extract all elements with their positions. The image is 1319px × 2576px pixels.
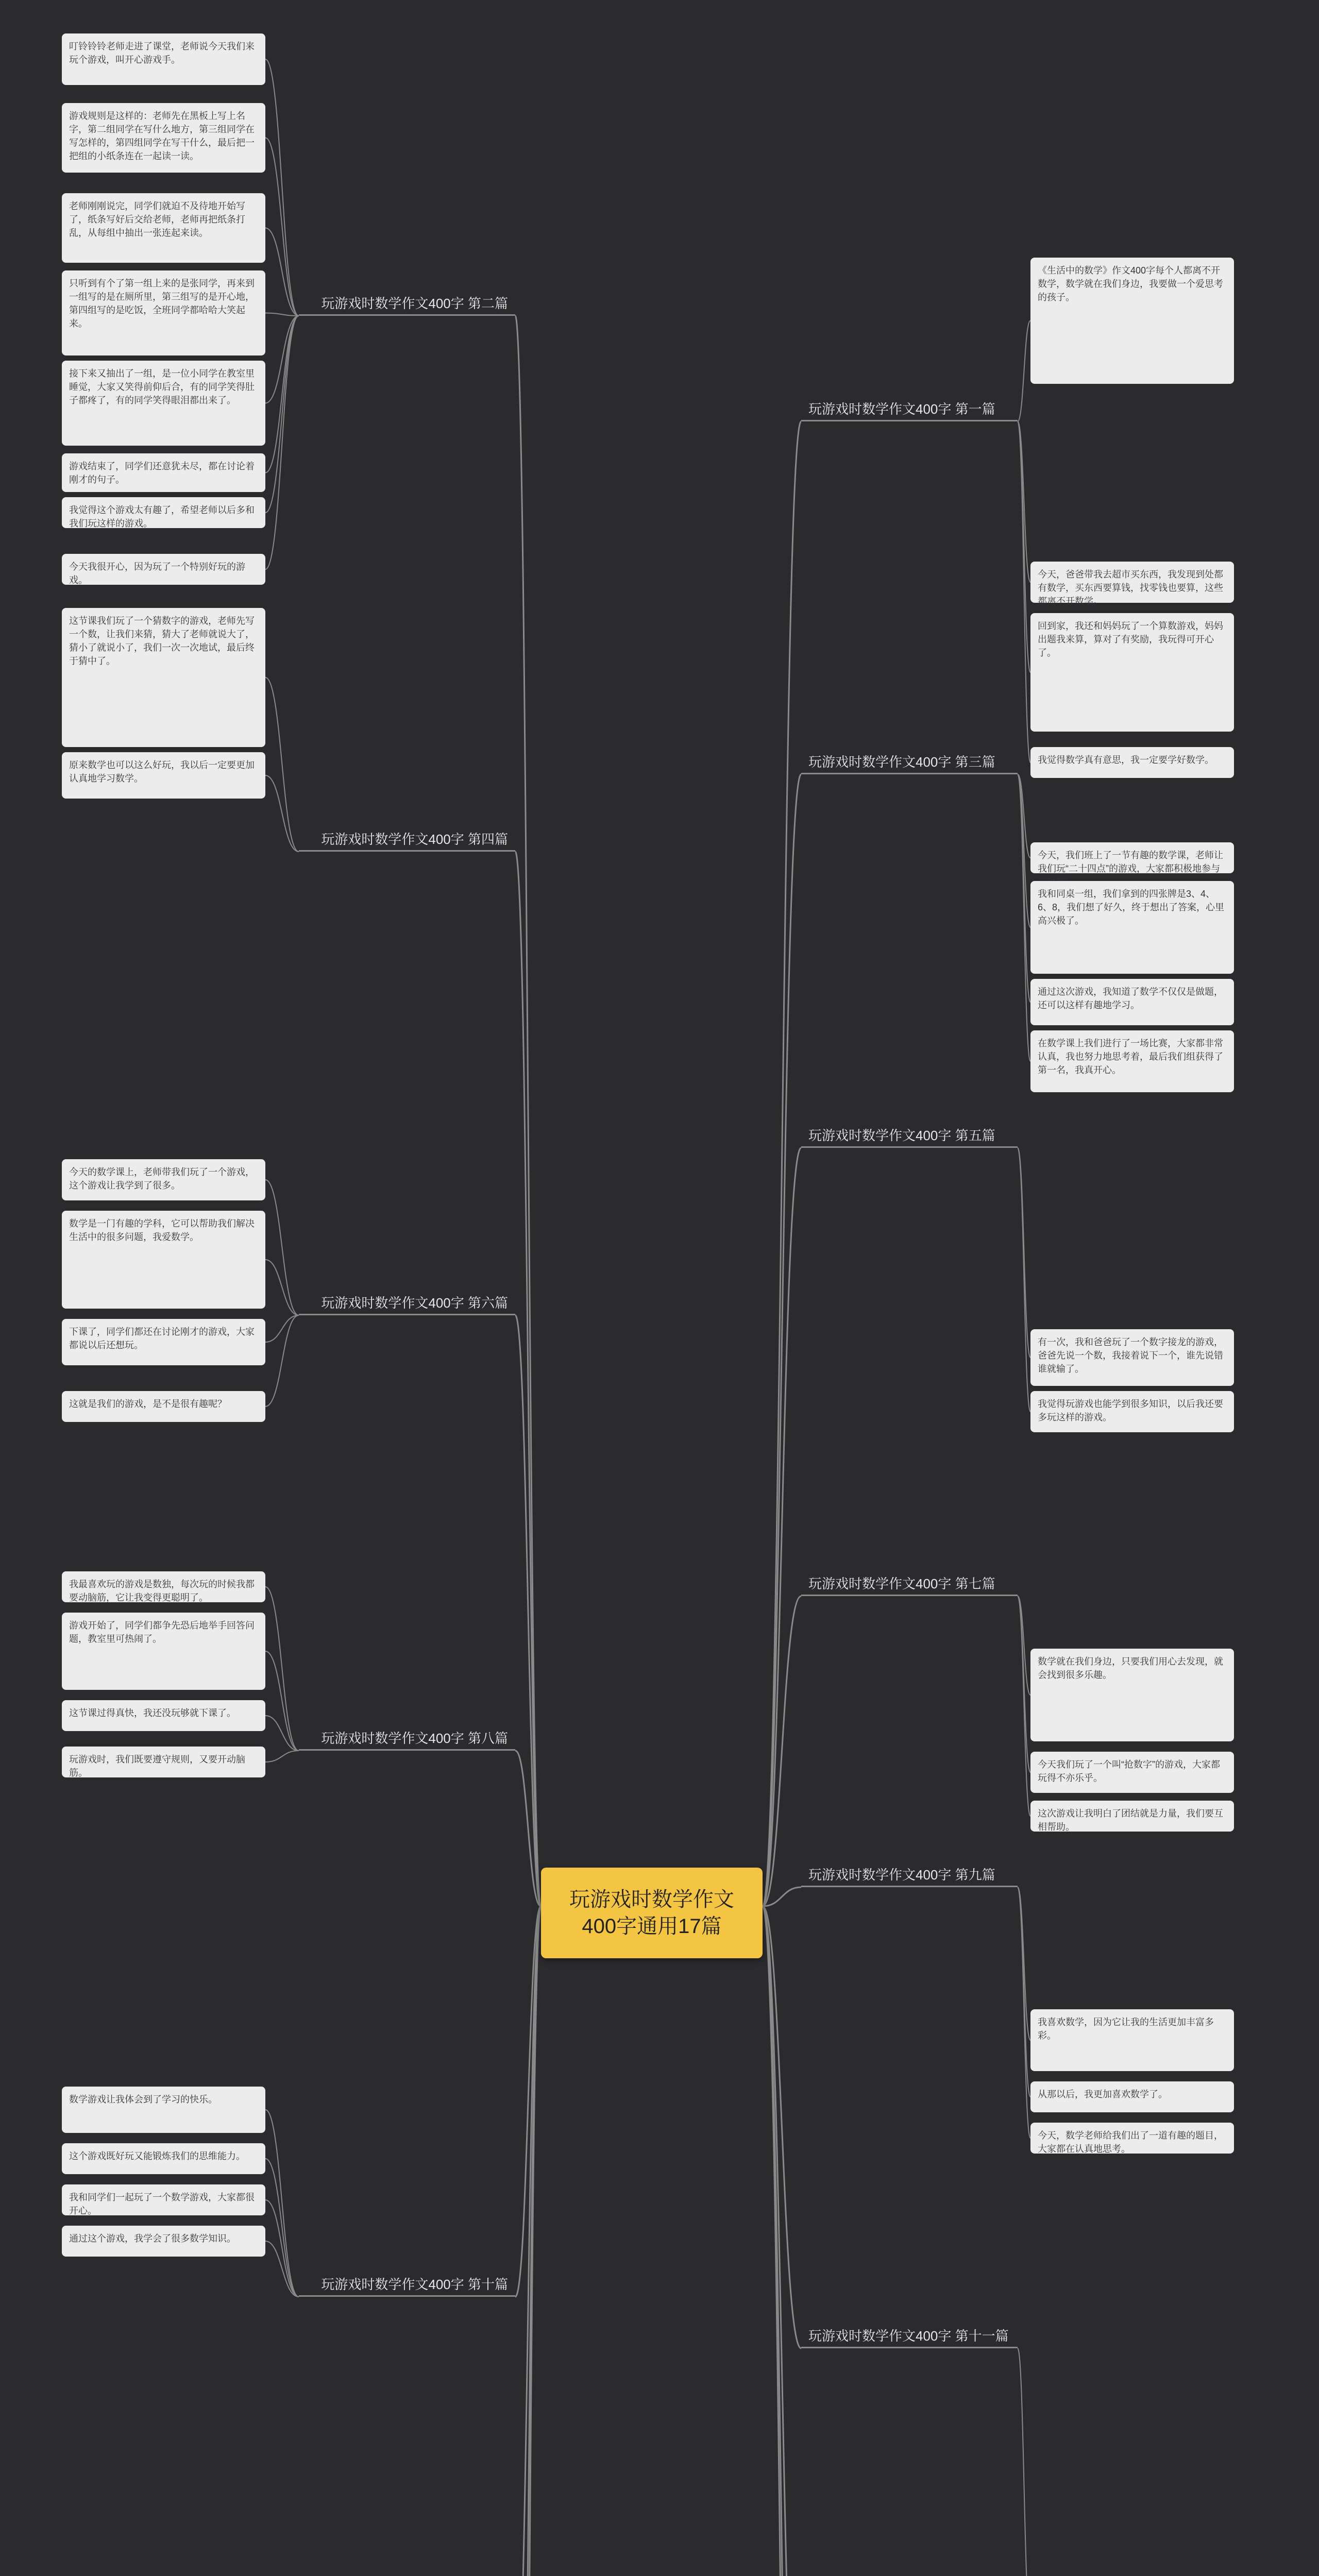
connector-line: [265, 775, 299, 852]
leaf-note[interactable]: [1030, 979, 1234, 1025]
leaf-note[interactable]: [62, 1319, 265, 1365]
connector-line: [1018, 1596, 1030, 1695]
connector-line: [265, 1587, 299, 1751]
leaf-note[interactable]: [62, 2226, 265, 2257]
leaf-note-text: 游戏结束了，同学们还意犹未尽，都在讨论着刚才的句子。: [69, 461, 255, 485]
connector-line: [1018, 421, 1030, 672]
connector-line: [1018, 774, 1030, 858]
leaf-note-text: 我觉得数学真有意思，我一定要学好数学。: [1038, 755, 1214, 765]
branch-topic-3[interactable]: 玩游戏时数学作文400字 第三篇: [801, 750, 1018, 774]
leaf-note-text: 玩游戏时，我们既要遵守规则，又要开动脑筋。: [69, 1754, 245, 1778]
branch-topic-4[interactable]: 玩游戏时数学作文400字 第四篇: [299, 827, 515, 852]
branch-topic-5[interactable]: 玩游戏时数学作文400字 第五篇: [801, 1123, 1018, 1148]
connector-line: [515, 1906, 541, 2576]
connector-line: [1018, 1887, 1030, 2040]
connector-line: [515, 1906, 541, 2297]
leaf-note[interactable]: [62, 1571, 265, 1602]
leaf-note[interactable]: [62, 103, 265, 173]
leaf-note-text: 今天，爸爸带我去超市买东西，我发现到处都有数学，买东西要算钱，找零钱也要算，这些都离不开数学。: [1038, 569, 1223, 606]
leaf-note-text: 这就是我们的游戏，是不是很有趣呢？: [69, 1399, 227, 1409]
connector-line: [1018, 421, 1030, 762]
leaf-note[interactable]: [1030, 1391, 1234, 1432]
leaf-note-text: 这次游戏让我明白了团结就是力量，我们要互相帮助。: [1038, 1808, 1223, 1832]
connector-line: [1018, 1148, 1030, 1358]
leaf-note-text: 数学就在我们身边，只要我们用心去发现，就会找到很多乐趣。: [1038, 1656, 1223, 1680]
leaf-note-text: 游戏规则是这样的：老师先在黑板上写上名字，第二组同学在写什么地方，第三组同学在写怎样的，第四组同学在写干什么，最后把一把组的小纸条连在一起读一读。: [69, 111, 255, 161]
connector-line: [265, 138, 299, 316]
branch-topic-6[interactable]: 玩游戏时数学作文400字 第六篇: [299, 1291, 515, 1315]
connector-line: [515, 1906, 541, 2576]
branch-topic-1[interactable]: 玩游戏时数学作文400字 第一篇: [801, 397, 1018, 421]
connector-line: [1018, 1596, 1030, 1772]
leaf-note[interactable]: [1030, 1649, 1234, 1741]
leaf-note-text: 通过这次游戏，我知道了数学不仅仅是做题，还可以这样有趣地学习。: [1038, 987, 1223, 1010]
connector-line: [265, 316, 299, 569]
leaf-note-text: 在数学课上我们进行了一场比赛，大家都非常认真，我也努力地思考着，最后我们组获得了第一名，我真开心。: [1038, 1038, 1223, 1075]
leaf-note-text: 数学是一门有趣的学科，它可以帮助我们解决生活中的很多问题，我爱数学。: [69, 1218, 255, 1242]
leaf-note-text: 回到家，我还和妈妈玩了一个算数游戏，妈妈出题我来算，算对了有奖励，我玩得可开心了。: [1038, 621, 1223, 658]
connector-line: [265, 1180, 299, 1315]
leaf-note-text: 今天的数学课上，老师带我们玩了一个游戏，这个游戏让我学到了很多。: [69, 1167, 255, 1191]
connector-line: [1018, 321, 1030, 422]
central-topic-label: 玩游戏时数学作文400字通用17篇: [569, 1888, 734, 1938]
leaf-note-text: 有一次，我和爸爸玩了一个数字接龙的游戏，爸爸先说一个数，我接着说下一个，谁先说错谁就输了。: [1038, 1337, 1223, 1374]
connector-line: [265, 316, 299, 513]
leaf-note[interactable]: [62, 453, 265, 492]
connector-line: [515, 1315, 541, 1906]
leaf-note-text: 通过这个游戏，我学会了很多数学知识。: [69, 2233, 236, 2244]
leaf-note[interactable]: [62, 554, 265, 585]
leaf-note-text: 这节课过得真快，我还没玩够就下课了。: [69, 1708, 236, 1718]
connector-line: [763, 774, 801, 1906]
leaf-note[interactable]: [62, 2087, 265, 2133]
connector-line: [763, 1906, 801, 2576]
connector-line: [763, 1906, 801, 2348]
leaf-note-text: 这个游戏既好玩又能锻炼我们的思维能力。: [69, 2151, 245, 2161]
leaf-note[interactable]: [1030, 747, 1234, 778]
leaf-note-text: 我觉得玩游戏也能学到很多知识，以后我还要多玩这样的游戏。: [1038, 1399, 1223, 1422]
connector-line: [515, 1906, 541, 2576]
leaf-note-text: 叮铃铃铃老师走进了课堂，老师说今天我们来玩个游戏，叫开心游戏手。: [69, 41, 255, 65]
connector-line: [1018, 774, 1030, 1002]
central-topic[interactable]: [541, 1868, 763, 1958]
connector-line: [265, 1716, 299, 1751]
branch-topic-11[interactable]: 玩游戏时数学作文400字 第十一篇: [801, 2324, 1018, 2348]
leaf-note-text: 今天我很开心，因为玩了一个特别好玩的游戏。: [69, 562, 245, 585]
leaf-note[interactable]: [1030, 1752, 1234, 1793]
connector-line: [763, 1887, 801, 1906]
leaf-note-text: 我和同学们一起玩了一个数学游戏，大家都很开心。: [69, 2192, 255, 2216]
leaf-note-text: 游戏开始了，同学们都争先恐后地举手回答问题，教室里可热闹了。: [69, 1620, 255, 1644]
leaf-note[interactable]: [62, 497, 265, 528]
connector-line: [1018, 1148, 1030, 1412]
connector-line: [1018, 421, 1030, 582]
leaf-note-text: 只听到有个了第一组上来的是张同学，再来到一组写的是在厕所里，第三组写的是开心地，第四组写的是吃饭，全班同学都哈哈大笑起来。: [69, 278, 255, 329]
leaf-note[interactable]: [62, 1613, 265, 1690]
leaf-note-text: 数学游戏让我体会到了学习的快乐。: [69, 2094, 217, 2105]
leaf-note-text: 今天，数学老师给我们出了一道有趣的题目，大家都在认真地思考。: [1038, 2130, 1223, 2154]
leaf-note[interactable]: [1030, 2081, 1234, 2112]
leaf-note-text: 接下来又抽出了一组，是一位小同学在教室里睡觉，大家又笑得前仰后合，有的同学笑得肚子都疼了，有的同学笑得眼泪都出来了。: [69, 368, 255, 405]
leaf-note-text: 我最喜欢玩的游戏是数独，每次玩的时候我都要动脑筋，它让我变得更聪明了。: [69, 1579, 255, 1603]
leaf-note[interactable]: [1030, 2123, 1234, 2154]
leaf-note[interactable]: [62, 1700, 265, 1731]
connector-line: [265, 2200, 299, 2297]
leaf-note[interactable]: [62, 2184, 265, 2215]
connector-line: [265, 1651, 299, 1751]
connector-line: [1018, 774, 1030, 927]
connector-line: [265, 2241, 299, 2297]
leaf-note[interactable]: [62, 1159, 265, 1200]
connector-line: [515, 316, 541, 1906]
leaf-note-text: 下课了，同学们都还在讨论刚才的游戏，大家都说以后还想玩。: [69, 1327, 255, 1350]
leaf-note[interactable]: [1030, 881, 1234, 974]
connector-line: [1018, 1596, 1030, 1816]
leaf-note[interactable]: [1030, 1030, 1234, 1092]
connector-line: [265, 1315, 299, 1406]
connector-line: [265, 677, 299, 852]
leaf-note[interactable]: [1030, 562, 1234, 606]
connector-line: [1018, 2348, 1030, 2576]
connector-line: [265, 228, 299, 316]
connector-line: [265, 313, 299, 316]
leaf-note[interactable]: [62, 1747, 265, 1777]
connector-line: [1018, 774, 1030, 1061]
connector-line: [265, 59, 299, 316]
branch-topic-9[interactable]: 玩游戏时数学作文400字 第九篇: [801, 1862, 1018, 1887]
branch-topic-7[interactable]: 玩游戏时数学作文400字 第七篇: [801, 1571, 1018, 1596]
leaf-note[interactable]: [1030, 258, 1234, 384]
connector-line: [515, 852, 541, 1906]
leaf-note[interactable]: [1030, 842, 1234, 873]
leaf-note-text: 这节课我们玩了一个猜数字的游戏，老师先写一个数，让我们来猜，猜大了老师就说大了，猜小了就说小了，我们一次一次地试，最后终于猜中了。: [69, 616, 255, 666]
leaf-note-text: 今天我们玩了一个叫“抢数字”的游戏，大家都玩得不亦乐乎。: [1038, 1759, 1220, 1783]
leaf-note[interactable]: [1030, 1801, 1234, 1832]
leaf-note[interactable]: [62, 1211, 265, 1309]
leaf-note-text: 原来数学也可以这么好玩，我以后一定要更加认真地学习数学。: [69, 760, 255, 784]
connector-line: [265, 2110, 299, 2297]
connector-line: [265, 1315, 299, 1342]
connector-line: [763, 1906, 801, 2576]
leaf-note-text: 我和同桌一组，我们拿到的四张牌是3、4、6、8，我们想了好久，终于想出了答案，心里高兴极了。: [1038, 889, 1225, 926]
branch-topic-10[interactable]: 玩游戏时数学作文400字 第十篇: [299, 2272, 515, 2297]
leaf-note[interactable]: [62, 1391, 265, 1422]
leaf-note-text: 《生活中的数学》作文400字每个人都离不开数学，数学就在我们身边，我要做一个爱思考的孩子。: [1038, 265, 1223, 302]
connector-line: [265, 2159, 299, 2297]
leaf-note[interactable]: [62, 608, 265, 747]
connector-line: [763, 1148, 801, 1906]
leaf-note[interactable]: [62, 270, 265, 355]
leaf-note-text: 老师刚刚说完，同学们就迫不及待地开始写了，纸条写好后交给老师，老师再把纸条打乱，从每组中抽出一张连起来读。: [69, 201, 245, 238]
connector-line: [515, 1751, 541, 1906]
leaf-note[interactable]: [1030, 2009, 1234, 2071]
leaf-note[interactable]: [1030, 1329, 1234, 1386]
branch-topic-2[interactable]: 玩游戏时数学作文400字 第二篇: [299, 291, 515, 316]
leaf-note[interactable]: [62, 361, 265, 446]
leaf-note[interactable]: [62, 33, 265, 85]
connector-line: [265, 1751, 299, 1762]
connector-line: [763, 421, 801, 1906]
connector-line: [1018, 1887, 1030, 2138]
connector-line: [265, 1260, 299, 1315]
connector-line: [763, 1906, 801, 2576]
connector-line: [265, 316, 299, 473]
connector-line: [763, 1596, 801, 1906]
leaf-note[interactable]: [62, 2143, 265, 2174]
leaf-note[interactable]: [62, 752, 265, 799]
leaf-note[interactable]: [62, 193, 265, 263]
connector-line: [1018, 1887, 1030, 2097]
leaf-note-text: 我觉得这个游戏太有趣了，希望老师以后多和我们玩这样的游戏。: [69, 505, 255, 529]
connector-line: [265, 316, 299, 403]
leaf-note-text: 从那以后，我更加喜欢数学了。: [1038, 2089, 1168, 2099]
branch-topic-8[interactable]: 玩游戏时数学作文400字 第八篇: [299, 1726, 515, 1751]
leaf-note-text: 我喜欢数学，因为它让我的生活更加丰富多彩。: [1038, 2017, 1214, 2041]
leaf-note-text: 今天，我们班上了一节有趣的数学课，老师让我们玩“二十四点”的游戏，大家都积极地参与: [1038, 850, 1223, 874]
leaf-note[interactable]: [1030, 613, 1234, 732]
